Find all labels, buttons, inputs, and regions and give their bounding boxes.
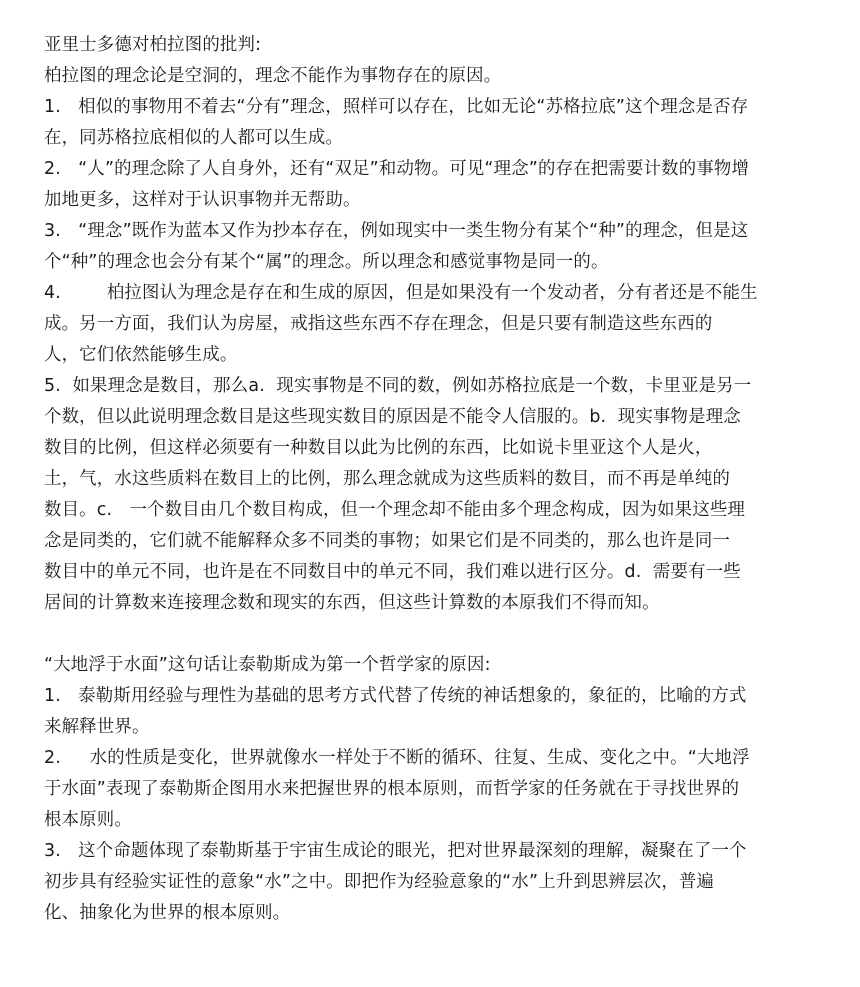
text-line: 成。另一方面，我们认为房屋，戒指这些东西不存在理念，但是只要有制造这些东西的 bbox=[44, 314, 713, 334]
paragraph-gap bbox=[44, 619, 836, 650]
text-line: 3. 这个命题体现了泰勒斯基于宇宙生成论的眼光，把对世界最深刻的理解，凝聚在了一个 bbox=[44, 841, 747, 861]
document-page bbox=[44, 30, 836, 929]
text-line: 根本原则。 bbox=[44, 810, 132, 830]
section-title: “大地浮于水面”这句话让泰勒斯成为第一个哲学家的原因: bbox=[44, 655, 491, 675]
section-title: 亚里士多德对柏拉图的批判: bbox=[44, 35, 262, 55]
text-line: 5. 如果理念是数目，那么a. 现实事物是不同的数，例如苏格拉底是一个数，卡里亚是另一 bbox=[44, 376, 752, 396]
section-subtitle: 柏拉图的理念论是空洞的，理念不能作为事物存在的原因。 bbox=[44, 66, 502, 86]
text-line: 数目。c. 一个数目由几个数目构成，但一个理念却不能由多个理念构成，因为如果这些理 bbox=[44, 500, 746, 520]
section-aristotle-critique bbox=[44, 30, 836, 619]
text-line: 个“种”的理念也会分有某个“属”的理念。所以理念和感觉事物是同一的。 bbox=[44, 252, 609, 272]
text-line: 土，气，水这些质料在数目上的比例，那么理念就成为这些质料的数目，而不再是单纯的 bbox=[44, 469, 731, 489]
text-line: 人，它们依然能够生成。 bbox=[44, 345, 238, 365]
text-line: 3. “理念”既作为蓝本又作为抄本存在，例如现实中一类生物分有某个“种”的理念，但是这 bbox=[44, 221, 749, 241]
text-line: 数目的比例，但这样必须要有一种数目以此为比例的东西，比如说卡里亚这个人是火， bbox=[44, 438, 713, 458]
text-line: 居间的计算数来连接理念数和现实的东西，但这些计算数的本原我们不得而知。 bbox=[44, 593, 660, 613]
text-line: 2. 水的性质是变化，世界就像水一样处于不断的循环、往复、生成、变化之中。“大地浮 bbox=[44, 748, 750, 768]
section-thales bbox=[44, 650, 836, 929]
text-line: 念是同类的，它们就不能解释众多不同类的事物；如果它们是不同类的，那么也许是同一 bbox=[44, 531, 731, 551]
text-line: 加地更多，这样对于认识事物并无帮助。 bbox=[44, 190, 361, 210]
text-line: 4. 柏拉图认为理念是存在和生成的原因，但是如果没有一个发动者，分有者还是不能生 bbox=[44, 283, 758, 303]
text-line: 2. “人”的理念除了人自身外，还有“双足”和动物。可见“理念”的存在把需要计数的事物增 bbox=[44, 159, 750, 179]
text-line: 在，同苏格拉底相似的人都可以生成。 bbox=[44, 128, 344, 148]
text-line: 来解释世界。 bbox=[44, 717, 150, 737]
text-line: 化、抽象化为世界的根本原则。 bbox=[44, 903, 291, 923]
text-line: 于水面”表现了泰勒斯企图用水来把握世界的根本原则，而哲学家的任务就在于寻找世界的 bbox=[44, 779, 740, 799]
text-line: 1. 相似的事物用不着去“分有”理念，照样可以存在，比如无论“苏格拉底”这个理念是否存 bbox=[44, 97, 749, 117]
text-line: 初步具有经验实证性的意象“水”之中。即把作为经验意象的“水”上升到思辨层次，普遍 bbox=[44, 872, 715, 892]
text-line: 1. 泰勒斯用经验与理性为基础的思考方式代替了传统的神话想象的，象征的，比喻的方式 bbox=[44, 686, 747, 706]
text-line: 个数，但以此说明理念数目是这些现实数目的原因是不能令人信服的。b. 现实事物是理念 bbox=[44, 407, 741, 427]
text-line: 数目中的单元不同，也许是在不同数目中的单元不同，我们难以进行区分。d. 需要有一些 bbox=[44, 562, 741, 582]
